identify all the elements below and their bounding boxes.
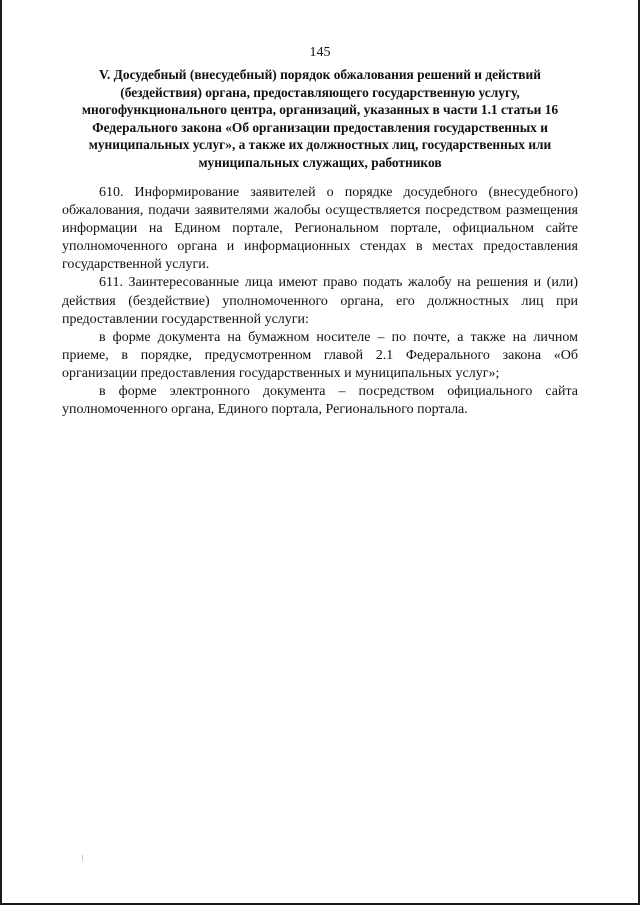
scan-artifact [82,855,83,861]
heading-line: Федерального закона «Об организации предоставления государственных и [92,119,548,135]
paragraph-611: 611. Заинтересованные лица имеют право подать жалобу на решения и (или) действия (бездействие) уполномоченного органа, его должностных лиц при предоставлении государственной услуги: [62,275,578,327]
heading-line: (бездействия) органа, предоставляющего государственную услугу, [120,84,520,100]
body-text [62,184,578,419]
scan-border-left [0,0,2,905]
paragraph-610: 610. Информирование заявителей о порядке досудебного (внесудебного) обжалования, подачи заявителями жалобы осуществляется посредством размещения информации на Едином портале, Региональном портале, официальном сайте уполномоченного органа и информационных стендах в местах предоставления государственной услуги. [62,185,578,273]
paragraph-paper-complaint: в форме документа на бумажном носителе – по почте, а также на личном приеме, в порядке, предусмотренном главой 2.1 Федерального закона «Об организации предоставления государственных и муниципальных услуг»; [62,329,578,381]
heading-line: муниципальных услуг», а также их должностных лиц, государственных или [88,137,552,153]
paragraph-electronic-complaint: в форме электронного документа – посредством официального сайта уполномоченного органа, Единого портала, Регионального портала. [62,384,578,418]
heading-line: муниципальных служащих, работников [198,154,442,170]
heading-line: многофункционального центра, организаций, указанных в части 1.1 статьи 16 [81,102,559,118]
page-number: 145 [309,45,331,60]
heading-line: V. Досудебный (внесудебный) порядок обжалования решений и действий [99,67,541,82]
section-heading [62,66,578,172]
